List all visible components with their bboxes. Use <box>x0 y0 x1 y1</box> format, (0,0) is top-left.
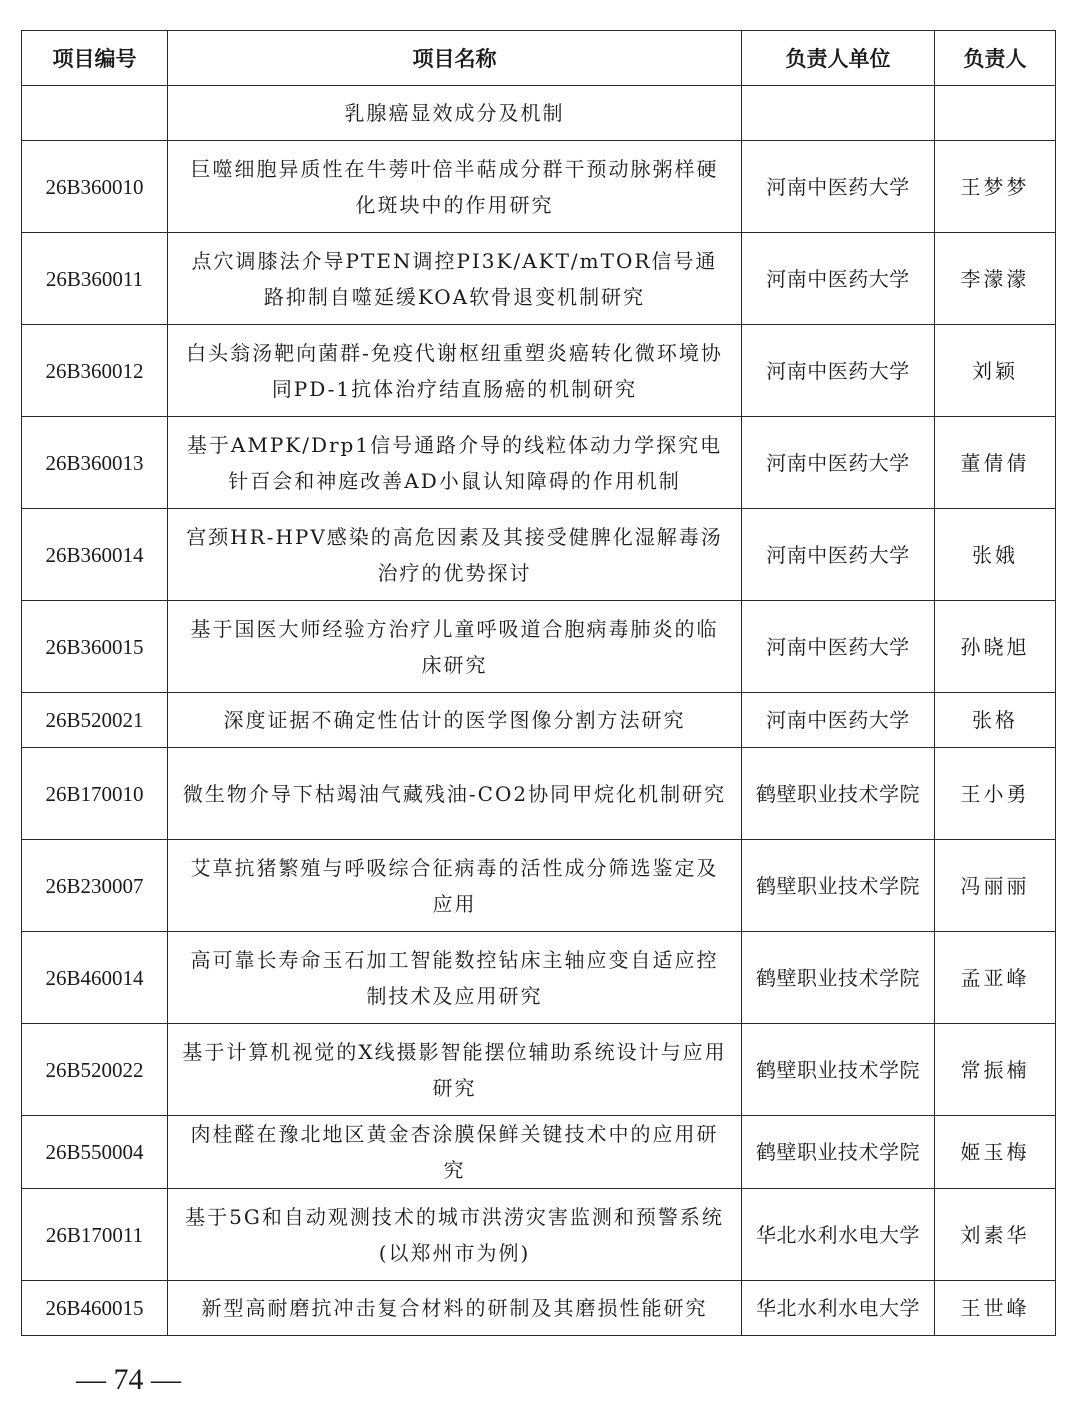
cell-project-name: 巨噬细胞异质性在牛蒡叶倍半萜成分群干预动脉粥样硬化斑块中的作用研究 <box>168 141 742 233</box>
table-row <box>22 693 1056 748</box>
cell-lead-unit: 河南中医药大学 <box>742 509 935 601</box>
cell-project-code: 26B460014 <box>22 932 168 1024</box>
cell-project-name: 肉桂醛在豫北地区黄金杏涂膜保鲜关键技术中的应用研究 <box>168 1116 742 1189</box>
cell-lead-person: 王小勇 <box>935 748 1056 840</box>
cell-lead-person: 王梦梦 <box>935 141 1056 233</box>
cell-project-name: 点穴调膝法介导PTEN调控PI3K/AKT/mTOR信号通路抑制自噬延缓KOA软骨退变机制研究 <box>168 233 742 325</box>
cell-project-code: 26B520022 <box>22 1024 168 1116</box>
table-row <box>22 417 1056 509</box>
cell-project-name: 新型高耐磨抗冲击复合材料的研制及其磨损性能研究 <box>168 1281 742 1336</box>
table-row <box>22 509 1056 601</box>
table-row <box>22 233 1056 325</box>
table-row-continued <box>22 86 1056 141</box>
cell-lead-unit <box>742 86 935 141</box>
cell-lead-person: 张娥 <box>935 509 1056 601</box>
page-number: — 74 — <box>76 1363 181 1396</box>
cell-project-name: 艾草抗猪繁殖与呼吸综合征病毒的活性成分筛选鉴定及应用 <box>168 840 742 932</box>
cell-project-code: 26B360013 <box>22 417 168 509</box>
table-row <box>22 1189 1056 1281</box>
cell-lead-unit: 河南中医药大学 <box>742 693 935 748</box>
cell-lead-person: 常振楠 <box>935 1024 1056 1116</box>
table-row <box>22 601 1056 693</box>
cell-project-name: 宫颈HR-HPV感染的高危因素及其接受健脾化湿解毒汤治疗的优势探讨 <box>168 509 742 601</box>
cell-lead-person: 张格 <box>935 693 1056 748</box>
cell-project-name: 基于国医大师经验方治疗儿童呼吸道合胞病毒肺炎的临床研究 <box>168 601 742 693</box>
cell-project-code: 26B460015 <box>22 1281 168 1336</box>
cell-lead-person: 孙晓旭 <box>935 601 1056 693</box>
header-project-code: 项目编号 <box>22 31 168 86</box>
cell-project-code: 26B230007 <box>22 840 168 932</box>
cell-project-code: 26B360010 <box>22 141 168 233</box>
table-row <box>22 932 1056 1024</box>
cell-lead-person: 刘素华 <box>935 1189 1056 1281</box>
cell-lead-unit: 河南中医药大学 <box>742 601 935 693</box>
table-row <box>22 1116 1056 1189</box>
cell-project-name: 基于5G和自动观测技术的城市洪涝灾害监测和预警系统(以郑州市为例) <box>168 1189 742 1281</box>
cell-lead-unit: 河南中医药大学 <box>742 233 935 325</box>
cell-lead-person: 孟亚峰 <box>935 932 1056 1024</box>
cell-lead-person: 冯丽丽 <box>935 840 1056 932</box>
cell-project-name: 乳腺癌显效成分及机制 <box>168 86 742 141</box>
table-row <box>22 1281 1056 1336</box>
table-row <box>22 325 1056 417</box>
cell-lead-person: 王世峰 <box>935 1281 1056 1336</box>
cell-project-code: 26B550004 <box>22 1116 168 1189</box>
cell-project-code: 26B170011 <box>22 1189 168 1281</box>
cell-project-code: 26B520021 <box>22 693 168 748</box>
cell-lead-unit: 鹤壁职业技术学院 <box>742 748 935 840</box>
table-header-row <box>22 31 1056 86</box>
cell-lead-unit: 鹤壁职业技术学院 <box>742 1116 935 1189</box>
cell-lead-unit: 鹤壁职业技术学院 <box>742 840 935 932</box>
project-table <box>21 30 1056 1336</box>
cell-lead-person: 李濛濛 <box>935 233 1056 325</box>
header-lead-unit: 负责人单位 <box>742 31 935 86</box>
cell-project-code: 26B360011 <box>22 233 168 325</box>
cell-project-name: 深度证据不确定性估计的医学图像分割方法研究 <box>168 693 742 748</box>
cell-project-code: 26B360015 <box>22 601 168 693</box>
header-lead-person: 负责人 <box>935 31 1056 86</box>
cell-lead-unit: 华北水利水电大学 <box>742 1281 935 1336</box>
cell-lead-unit: 河南中医药大学 <box>742 417 935 509</box>
cell-lead-person: 姬玉梅 <box>935 1116 1056 1189</box>
header-project-name: 项目名称 <box>168 31 742 86</box>
cell-project-code: 26B360014 <box>22 509 168 601</box>
table-row <box>22 141 1056 233</box>
cell-lead-person <box>935 86 1056 141</box>
cell-lead-unit: 河南中医药大学 <box>742 141 935 233</box>
cell-project-name: 白头翁汤靶向菌群-免疫代谢枢纽重塑炎癌转化微环境协同PD-1抗体治疗结直肠癌的机制研究 <box>168 325 742 417</box>
table-row <box>22 1024 1056 1116</box>
cell-project-code <box>22 86 168 141</box>
cell-project-code: 26B170010 <box>22 748 168 840</box>
cell-lead-unit: 华北水利水电大学 <box>742 1189 935 1281</box>
cell-lead-person: 刘颖 <box>935 325 1056 417</box>
cell-project-name: 高可靠长寿命玉石加工智能数控钻床主轴应变自适应控制技术及应用研究 <box>168 932 742 1024</box>
table-row <box>22 840 1056 932</box>
table-row <box>22 748 1056 840</box>
cell-project-name: 基于计算机视觉的X线摄影智能摆位辅助系统设计与应用研究 <box>168 1024 742 1116</box>
cell-project-name: 微生物介导下枯竭油气藏残油-CO2协同甲烷化机制研究 <box>168 748 742 840</box>
cell-lead-unit: 鹤壁职业技术学院 <box>742 1024 935 1116</box>
cell-project-name: 基于AMPK/Drp1信号通路介导的线粒体动力学探究电针百会和神庭改善AD小鼠认知障碍的作用机制 <box>168 417 742 509</box>
cell-lead-unit: 鹤壁职业技术学院 <box>742 932 935 1024</box>
cell-project-code: 26B360012 <box>22 325 168 417</box>
cell-lead-person: 董倩倩 <box>935 417 1056 509</box>
cell-lead-unit: 河南中医药大学 <box>742 325 935 417</box>
